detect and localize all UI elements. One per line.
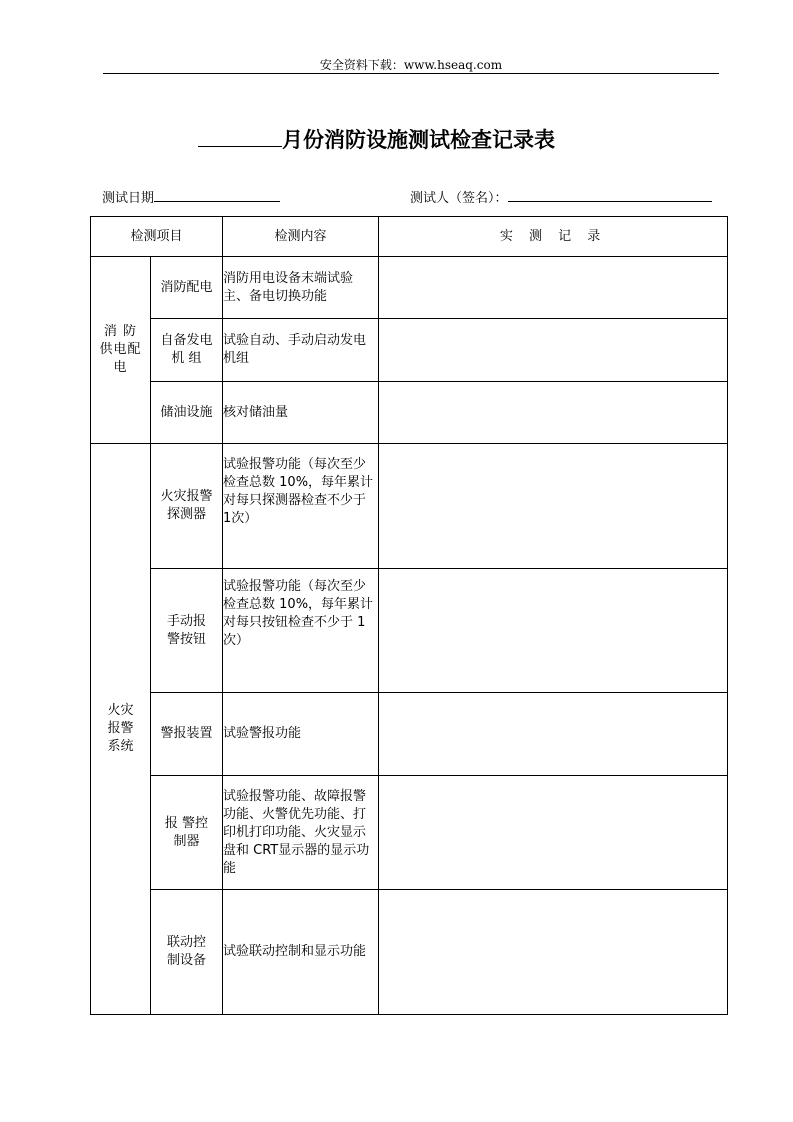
item-cell: 消防配电 (151, 257, 223, 319)
table-header-row (91, 217, 728, 257)
content-cell: 试验自动、手动启动发电机组 (223, 319, 379, 382)
item-cell (151, 890, 223, 1015)
system-label: 消 防 供电配电 (99, 324, 142, 375)
system-cell (91, 257, 151, 444)
record-cell[interactable] (379, 319, 728, 382)
record-cell[interactable] (379, 569, 728, 693)
item-label: 报 警控制器 (164, 815, 209, 849)
table-row (91, 569, 728, 693)
record-cell[interactable] (379, 693, 728, 776)
tester-signature-blank (508, 187, 712, 202)
test-date-field (102, 187, 280, 208)
inspection-record-table (90, 216, 728, 1015)
table-row (91, 257, 728, 319)
table-row (91, 319, 728, 382)
item-cell (151, 444, 223, 569)
record-cell[interactable] (379, 776, 728, 890)
item-cell (151, 319, 223, 382)
content-cell: 试验报警功能、故障报警功能、火警优先功能、打印机打印功能、火灾显示盘和 CRT显示器的显示功能 (223, 776, 379, 890)
header-content: 检测内容 (223, 217, 379, 257)
table-row (91, 382, 728, 444)
content-cell: 试验联动控制和显示功能 (223, 890, 379, 1015)
month-blank-line (198, 124, 282, 147)
page-header: 安全资料下载：www.hseaq.com (319, 58, 503, 72)
system-label: 火灾报警系统 (107, 703, 134, 754)
record-cell[interactable] (379, 382, 728, 444)
test-date-blank (154, 187, 280, 202)
table-row (91, 890, 728, 1015)
table-row (91, 444, 728, 569)
item-label: 联动控制设备 (166, 935, 206, 968)
item-cell: 警报装置 (151, 693, 223, 776)
content-cell: 消防用电设备末端试验主、备电切换功能 (223, 257, 379, 319)
content-cell: 试验警报功能 (223, 693, 379, 776)
content-cell: 试验报警功能（每次至少检查总数 10%，每年累计对每只按钮检查不少于 1次） (223, 569, 379, 693)
item-label: 手动报警按钮 (166, 613, 206, 647)
item-label: 火灾报警探测器 (160, 489, 213, 522)
header-item: 检测项目 (91, 217, 223, 257)
header-record: 实 测 记 录 (379, 217, 728, 257)
record-cell[interactable] (379, 444, 728, 569)
page-title-container (198, 124, 618, 156)
item-cell (151, 776, 223, 890)
system-cell (91, 444, 151, 1015)
table-row (91, 693, 728, 776)
item-cell: 储油设施 (151, 382, 223, 444)
table-row (91, 776, 728, 890)
content-cell: 试验报警功能（每次至少检查总数 10%，每年累计对每只探测器检查不少于 1次） (223, 444, 379, 569)
item-label: 自备发电机 组 (160, 333, 213, 366)
record-cell[interactable] (379, 257, 728, 319)
item-cell (151, 569, 223, 693)
tester-signature-label: 测试人（签名）： (410, 191, 508, 206)
record-cell[interactable] (379, 890, 728, 1015)
header-divider (103, 73, 719, 74)
content-cell: 核对储油量 (223, 382, 379, 444)
tester-signature-field (410, 187, 712, 208)
test-date-label: 测试日期 (102, 191, 155, 206)
page-title: 月份消防设施测试检查记录表 (282, 127, 555, 152)
